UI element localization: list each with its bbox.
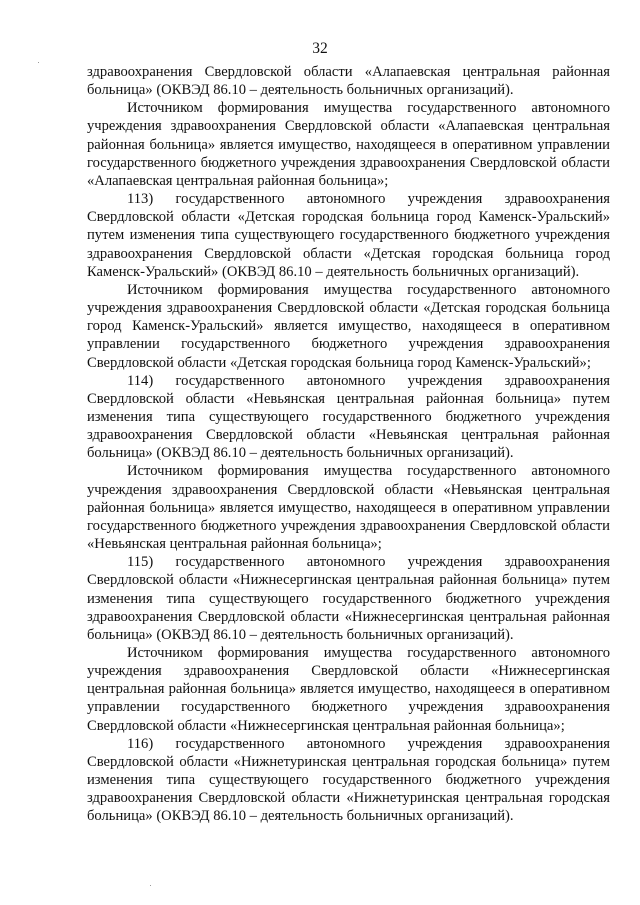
paragraph-source-115: Источником формирования имущества государственного автономного учреждения здравоохранения Свердловской области «Нижнесергинская центральная районная больница» является имущество, находящееся в оперативном управлении государственного бюджетного учреждения здравоохранения Свердловской области «Нижнесергинская центральная районная больница»; (87, 645, 610, 734)
document-body (87, 63, 610, 826)
page-number: 32 (312, 40, 328, 57)
paragraph-source-112: Источником формирования имущества государственного автономного учреждения здравоохранения Свердловской области «Алапаевская центральная районная больница» является имущество, находящееся в оперативном управлении государственного бюджетного учреждения здравоохранения Свердловской области «Алапаевская центральная районная больница»; (87, 100, 610, 189)
paragraph-source-113: Источником формирования имущества государственного автономного учреждения здравоохранения Свердловской области «Детская городская больница город Каменск-Уральский» является имущество, находящееся в оперативном управлении государственного бюджетного учреждения здравоохранения Свердловской области «Детская городская больница город Каменск-Уральский»; (87, 281, 610, 371)
scan-speck (38, 62, 39, 63)
paragraph-item-114: 114) государственного автономного учреждения здравоохранения Свердловской области «Невьянская центральная районная больница» путем изменения типа существующего государственного бюджетного учреждения здравоохранения Свердловской области «Невьянская центральная районная больница» (ОКВЭД 86.10 – деятельность больничных организаций). (87, 372, 610, 462)
scan-speck (150, 885, 151, 886)
paragraph-continuation: здравоохранения Свердловской области «Алапаевская центральная районная больница» (ОКВЭД 86.10 – деятельность больничных организаций). (87, 64, 610, 99)
paragraph-item-116: 116) государственного автономного учреждения здравоохранения Свердловской области «Нижнетуринская центральная городская больница» путем изменения типа существующего государственного бюджетного учреждения здравоохранения Свердловской области «Нижнетуринская центральная городская больница» (ОКВЭД 86.10 – деятельность больничных организаций). (87, 735, 610, 825)
paragraph-source-114: Источником формирования имущества государственного автономного учреждения здравоохранения Свердловской области «Невьянская центральная районная больница» является имущество, находящееся в оперативном управлении государственного бюджетного учреждения здравоохранения Свердловской области «Невьянская центральная районная больница»; (87, 463, 610, 553)
paragraph-item-115: 115) государственного автономного учреждения здравоохранения Свердловской области «Нижнесергинская центральная районная больница» путем изменения типа существующего государственного бюджетного учреждения здравоохранения Свердловской области «Нижнесергинская центральная районная больница» (ОКВЭД 86.10 – деятельность больничных организаций). (87, 554, 610, 643)
paragraph-item-113: 113) государственного автономного учреждения здравоохранения Свердловской области «Детская городская больница город Каменск-Уральский» путем изменения типа существующего государственного бюджетного учреждения здравоохранения Свердловской области «Детская городская больница город Каменск-Уральский» (ОКВЭД 86.10 – деятельность больничных организаций). (87, 191, 610, 280)
